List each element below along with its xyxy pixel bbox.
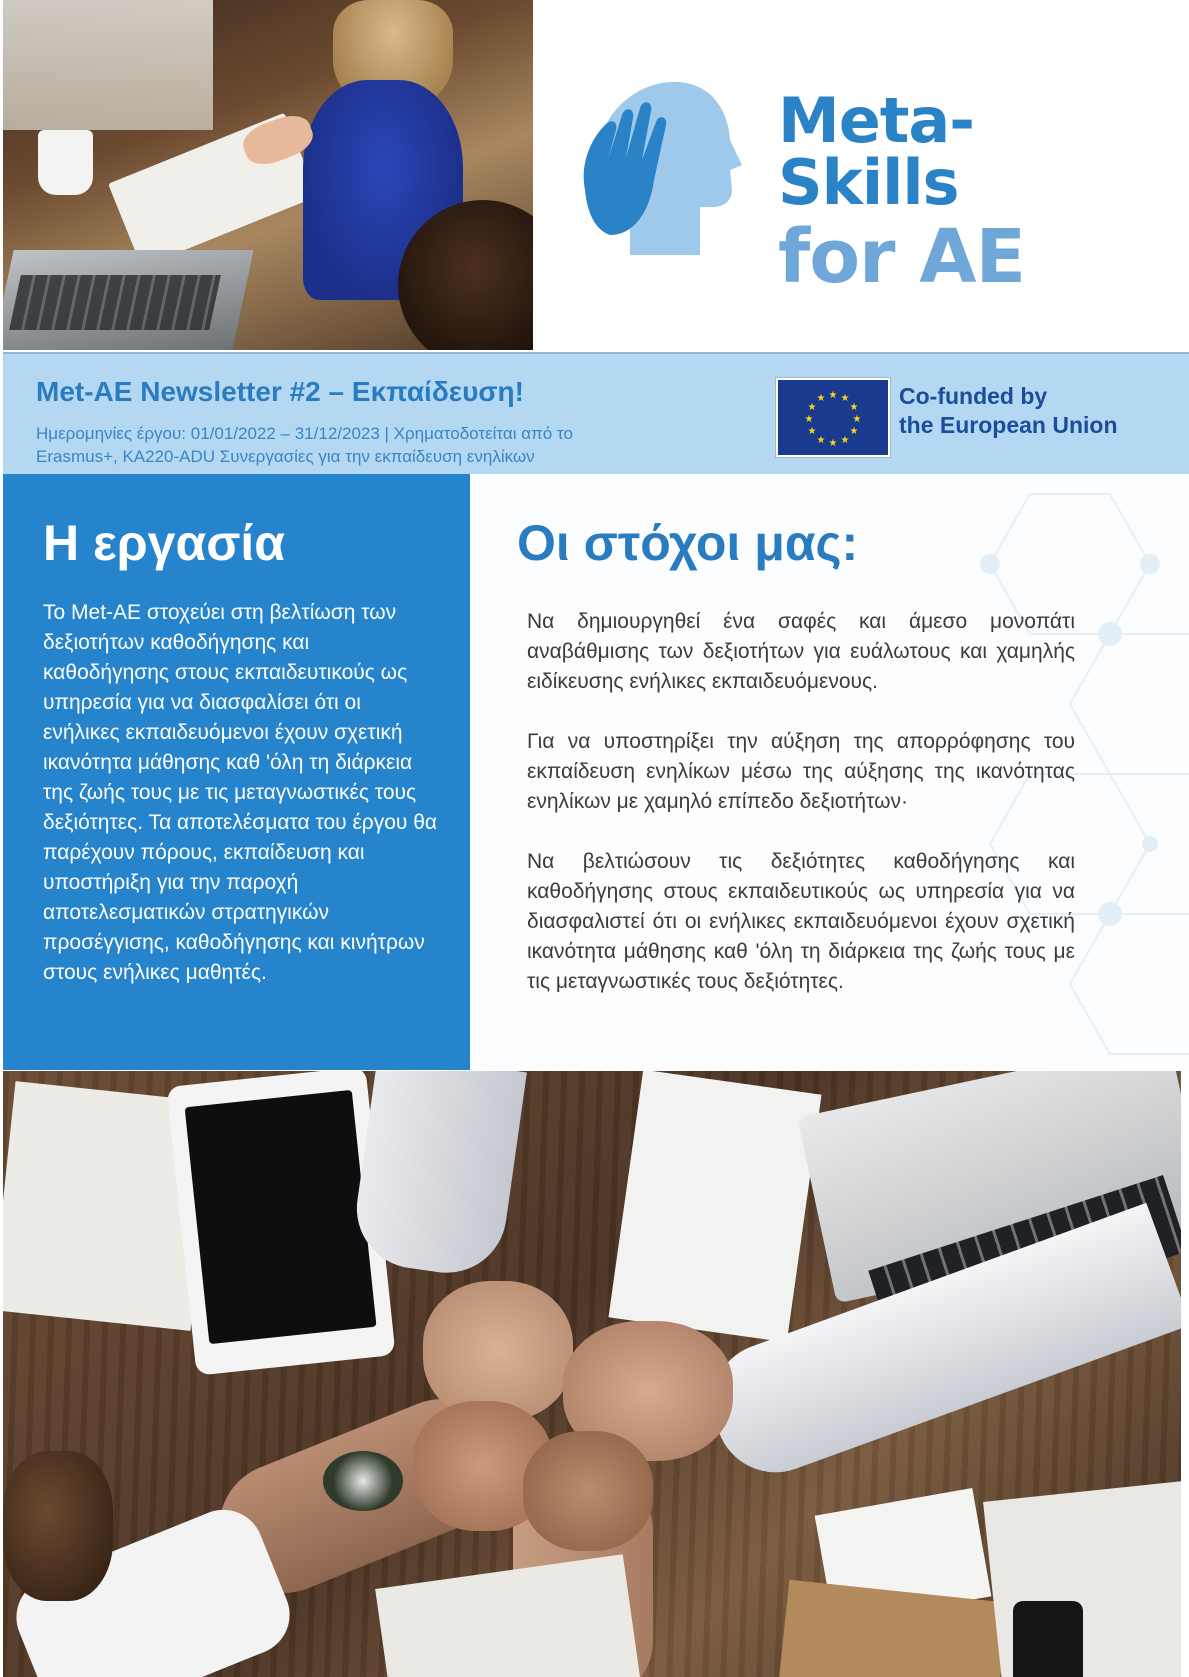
head-hand-icon (560, 70, 760, 270)
eu-label-line-2: the European Union (899, 412, 1118, 438)
goal-item-3: Να βελτιώσουν τις δεξιότητες καθοδήγησης και καθοδήγησης στους εκπαιδευτικούς ως υπηρεσία για να διασφαλιστεί ότι οι ενήλικες εκπαιδευόμενοι έχουν σχετική ικανότητα μάθησης καθ 'όλη τη διάρκεια της ζωής τους με τις μεταγνωστικές τους δεξιότητες. (527, 850, 1075, 993)
newsletter-title: Met-AE Newsletter #2 – Εκπαίδευση! (36, 376, 524, 407)
goal-item-2: Για να υποστηρίξει την αύξηση της απορρόφησης του εκπαίδευση ενηλίκων μέσω της αύξησης της ικανότητας ενηλίκων με χαμηλό επίπεδο δεξιοτήτων· (527, 730, 1075, 813)
project-info-line-2: Erasmus+, KA220-ADU Συνεργασίες για την εκπαίδευση ενηλίκων (36, 447, 535, 466)
eu-label-line-1: Co-funded by (899, 383, 1048, 409)
project-info-line-1: Ημερομηνίες έργου: 01/01/2022 – 31/12/2023 | Χρηματοδοτείται από το (36, 424, 573, 443)
logo-line-1: Meta-Skills (778, 84, 974, 219)
work-section (3, 474, 470, 1070)
newsletter-banner (3, 352, 1189, 474)
goal-item-1: Να δημιουργηθεί ένα σαφές και άμεσο μονοπάτι αναβάθμισης των δεξιοτήτων για ευάλωτους και χαμηλής ειδίκευσης ενήλικες εκπαιδευόμενους. (527, 610, 1075, 693)
eu-cofunded-label (899, 382, 1118, 440)
logo-line-2: for AE (778, 214, 1026, 300)
svg-text:★: ★ (807, 402, 817, 413)
top-photo (3, 0, 533, 350)
work-title: Η εργασία (43, 515, 286, 571)
svg-text:★: ★ (852, 414, 862, 425)
svg-text:★: ★ (828, 390, 838, 401)
goals-title: Οι στόχοι μας: (517, 515, 859, 571)
svg-text:★: ★ (849, 426, 859, 437)
svg-text:★: ★ (840, 435, 850, 446)
svg-text:★: ★ (828, 438, 838, 449)
svg-text:★: ★ (804, 414, 814, 425)
logo-wordmark (778, 84, 1120, 300)
svg-text:★: ★ (807, 426, 817, 437)
meta-skills-logo (560, 70, 1120, 300)
work-description: Το Met-AE στοχεύει στη βελτίωση των δεξιοτήτων καθοδήγησης και καθοδήγησης στους εκπαιδευτικούς ως υπηρεσία για να διασφαλίσει ότι οι ενήλικες εκπαιδευόμενοι έχουν σχετική ικανότητα μάθησης καθ 'όλη τη διάρκεια της ζωής τους με τις μεταγνωστικές τους δεξιότητες. Τα αποτελέσματα του έργου θα παρέχουν πόρους, εκπαίδευση και υποστήριξη για την παροχή αποτελεσματικών στρατηγικών προσέγγισης, καθοδήγησης και κινήτρων στους ενήλικες μαθητές. (43, 601, 438, 984)
eu-stars-icon (778, 380, 888, 455)
bottom-photo (3, 1071, 1181, 1677)
svg-text:★: ★ (816, 435, 826, 446)
project-info (36, 422, 686, 468)
goals-section (470, 474, 1189, 1070)
svg-text:★: ★ (816, 393, 826, 404)
svg-text:★: ★ (849, 402, 859, 413)
svg-text:★: ★ (840, 393, 850, 404)
eu-flag-icon (776, 378, 890, 457)
